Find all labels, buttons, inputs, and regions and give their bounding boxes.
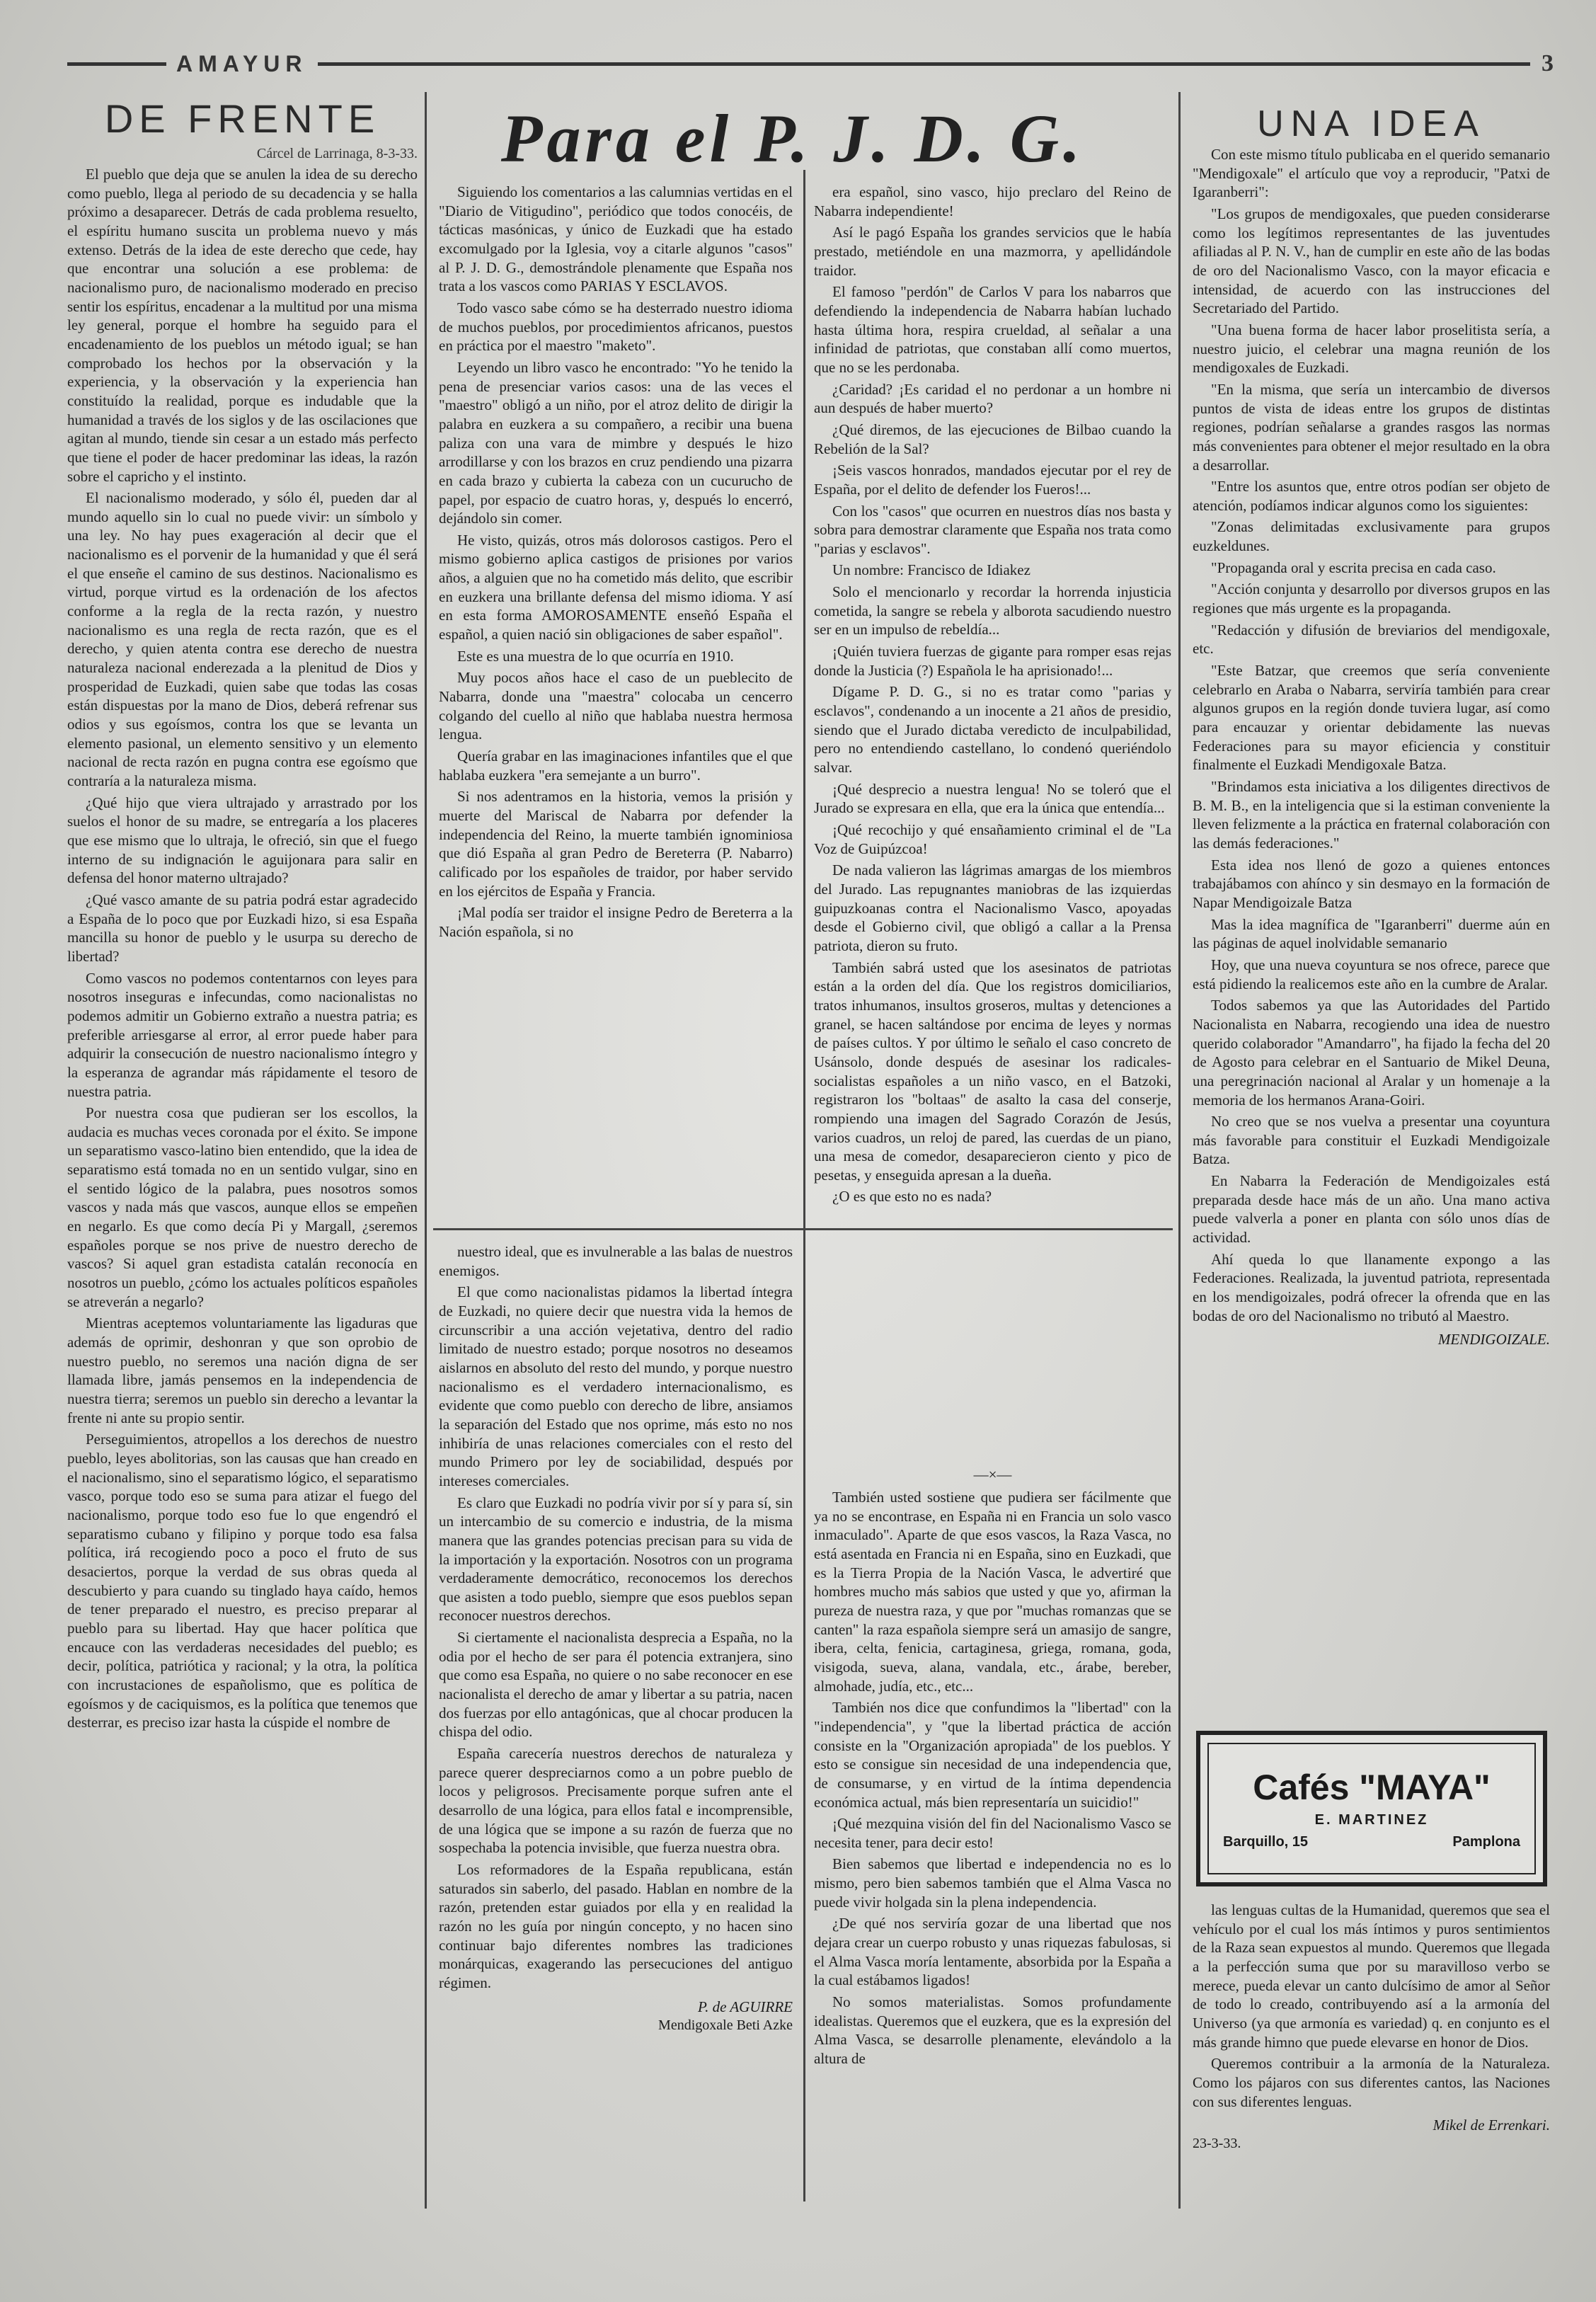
paragraph: Es claro que Euzkadi no podría vivir por sí y para sí, sin un intercambio de su comercio e industria, de la misma manera que las grandes potencias precisan para su vida de la importación y la exportación. Nosotros con un programa verdaderamente democrático, reconocemos los derechos que asisten a todo pueblo, siempre que esos pueblos sepan reconocer nuestros derechos. <box>439 1494 793 1625</box>
section-separator: —×— <box>973 1466 1012 1483</box>
paragraph: España carecería nuestros derechos de naturaleza y parece querer despreciarnos como a un pobre pueblo de locos y peligrosos. Precisamente porque sufren ante el desarrollo de una lógica, para ellos fatal e incomprensible, de una lógica que se impone a su razón de fuerza que no sospechaba la potencia invisible, que fuerza nuestra obra. <box>439 1745 793 1857</box>
paragraph: Queremos contribuir a la armonía de la Naturaleza. Como los pájaros con sus diferentes cantos, las Naciones con sus diferentes lenguas. <box>1193 2055 1550 2110</box>
paragraph: era español, sino vasco, hijo preclaro del Reino de Nabarra independiente! <box>814 183 1171 219</box>
paragraph: ¡Qué mezquina visión del fin del Nacionalismo Vasco se necesita tener, para decir esto! <box>814 1815 1171 1851</box>
author-signature: P. de AGUIRRE <box>698 1998 793 2015</box>
masthead-rule <box>318 62 1531 66</box>
paragraph: "Este Batzar, que creemos que sería conveniente celebrarlo en Araba o Nabarra, serviría también para crear algunos grupos en la región donde tuviera lugar, así como para encauzar y orientar debidamente las nuevas Federaciones para su mayor eficiencia y constituir finalmente el Euzkadi Mendigoxale Batza. <box>1193 662 1550 774</box>
paragraph: Perseguimientos, atropellos a los derechos de nuestro pueblo, leyes abolitorias, son las causas que han creado en el nacionalismo, sino el separatismo lógico, el separatismo vasco, porque todo eso se suma para atizar el fuego del nacionalismo, porque todo eso fue lo que engendró el separatismo cubano y filipino y porque todo esa falsa política, irá recogiendo poco a poco el fruto de sus desaciertos, porque la verdad de sus obras queda al descubierto y para cuando su tinglado haya caído, hemos de tener preparado el nuestro, es preciso preparar al pueblo para su libertad. Hay que hacer política que encauce con las verdaderas necesidades del pueblo; es decir, política, patriótica y racional; y la otra, la política con incrustaciones de españolismo, que es política de egoísmos y de caciquismos, es la política que tenemos que desterrar, es preciso izar hasta la cúspide el nombre de <box>67 1431 418 1731</box>
paragraph: Con este mismo título publicaba en el querido semanario "Mendigoxale" el artículo que voy a reproducir, "Patxi de Igaranberri": <box>1193 146 1550 201</box>
ad-address <box>1223 1834 1520 1850</box>
article-una-idea <box>1193 103 1550 1720</box>
article-date: 23-3-33. <box>1193 2136 1241 2152</box>
paragraph: ¡Quién tuviera fuerzas de gigante para romper esas rejas donde la Justicia (?) Española le ha aprisionado!... <box>814 643 1171 679</box>
paragraph: He visto, quizás, otros más dolorosos castigos. Pero el mismo gobierno aplica castigos de prisiones por varios años, a alguien que no ha cometido más delito, que escribir en euzkera una brillante defensa del mismo idioma. Y así en esta forma AMOROSAMENTE enseñó España el español, a quien nació sin obligaciones de saber español". <box>439 531 793 643</box>
paragraph: Todo vasco sabe cómo se ha desterrado nuestro idioma de muchos pueblos, por procedimientos africanos, puestos en práctica por el maestro "maketo". <box>439 299 793 355</box>
paragraph: "En la misma, que sería un intercambio de diversos puntos de vista de ideas entre los grupos de distintas regiones, podrían señalarse a grandes rasgos las normas más convenientes para obtener el mejor resultado en la obra a desarrollar. <box>1193 380 1550 474</box>
paragraph: También sabrá usted que los asesinatos de patriotas están a la orden del día. Que los registros domiciliarios, tratos inhumanos, insultos groseros, multas y detenciones a granel, se hacen saltándose por encima de leyes y normas de países cultos. Y por último le señalo el caso concreto de Usánsolo, donde después de asesinar los radicales-socialistas españoles a un niño vasco, en el Batzoki, registraron los "boltaas" de asalto la casa del conserje, rompiendo una imagen del Sagrado Corazón de Jesús, varios cuadros, un reloj de pared, las cuerdas de un piano, una mesa de comedor, desaparecieron ciento y pico de pesetas, y enseguida apresan a la dueña. <box>814 958 1171 1184</box>
paragraph: ¡Qué desprecio a nuestra lengua! No se toleró que el Jurado se expresara en ella, que era la única que entendía... <box>814 780 1171 817</box>
paragraph: El nacionalismo moderado, y sólo él, pueden dar al mundo aquello sin lo cual no puede vivir: un símbolo y una ley. No hay pues exageración al decir que el nacionalismo es el porvenir de la humanidad y que él será el que enseñe el camino de sus destinos. Nacionalismo es virtud, porque virtud es la ordenación de los afectos conforme a la regla de la recta razón, y nuestro nacionalismo es una regla de recta razón, que es el derecho, y quien atenta contra ese derecho de nuestra naturaleza nacional enderezada a la plenitud de Dios y prosperidad de Euzkadi, quien sabe que todas las cosas están dispuestas por la mano de Dios, deberá refrenar sus odios y sus egoísmos, contra los que se levanta un elemento pasional, un elemento sensitivo y un elemento nacional de recta razón en pugna contra ese egoísmo que contraría a la naturaleza misma. <box>67 489 418 789</box>
paragraph: El pueblo que deja que se anulen la idea de su derecho como pueblo, llega al periodo de su decadencia y se halla próximo a desaparecer. Detrás de cada problema resuelto, el espíritu humano suscita un problema nuevo y más extenso. Detrás de la idea de este derecho que cede, hay que encontrar una solución a ese problema: de nacionalismo puro, de nacionalismo moderado en preciso sentir los espíritus, encadenar a la multitud por una misma ley general, porque el hombre ha seguido para el encadenamiento de los pueblos un método igual; se han comprobado los hechos por la observación y la experiencia, y la observación y la experiencia han constituído la realidad, porque es indudable que la humanidad a través de los siglos y de las oscilaciones que agitan al mundo, tiende sin cesar a un estado más perfecto que tiene el poder de hacer predominar las ideas, la razón sobre el capricho y el instinto. <box>67 166 418 485</box>
paragraph: Mientras aceptemos voluntariamente las ligaduras que además de oprimir, deshonran y que son oprobio de nuestro pueblo, no seremos una nación digna de ser llamada libre, jamás pensemos en la independencia de nuestra tierra; seremos un pueblo sin derecho a levantar la frente ni ante su propio sentir. <box>67 1315 418 1426</box>
paragraph: Ahí queda lo que llanamente expongo a las Federaciones. Realizada, la juventud patriota, representada en los mendigoizales, podrá ofrecer la ofrenda que en las bodas de oro del Nacionalismo no tributó al Maestro. <box>1193 1250 1550 1324</box>
masthead <box>67 50 1554 78</box>
ad-owner: E. MARTINEZ <box>1314 1812 1429 1828</box>
horizontal-divider-center <box>433 1228 1173 1230</box>
paragraph: Mas la idea magnífica de "Igaranberri" duerme aún en las páginas de aquel inolvidable semanario <box>1193 915 1550 952</box>
column-divider-left <box>425 92 427 2209</box>
paragraph: No somos materialistas. Somos profundamente idealistas. Queremos que el euzkera, que es la expresión del Alma Vasca, se desarrolle plenamente, elevándolo a la altura de <box>814 1993 1171 2068</box>
paragraph: las lenguas cultas de la Humanidad, queremos que sea el vehículo por el cual los más íntimos y puros sentimientos de la Raza sean expuestos al mundo. Queremos que llegada a la perfección suma que por su maravilloso verbo se merece, pueda elevar un canto dulcísimo de amor al Señor de todo lo creado, contribuyendo así a la armonía del Universo (ya que armonía es variedad) q. en conjunto es el más grande himno que puede elevarse en honor de Dios. <box>1193 1901 1550 2051</box>
page-number: 3 <box>1542 50 1554 76</box>
paragraph: "Acción conjunta y desarrollo por diversos grupos en las regiones que más urgente es la propaganda. <box>1193 580 1550 617</box>
ad-city: Pamplona <box>1452 1834 1520 1850</box>
article-pjdg-col-a-top <box>439 183 793 1220</box>
paragraph: ¿Qué vasco amante de su patria podrá estar agradecido a España de lo poco que por Euzkadi hizo, si esa España mancilla su honor de pueblo y le usurpa su derecho de libertad? <box>67 891 418 965</box>
paragraph: Quería grabar en las imaginaciones infantiles que el que hablaba euzkera "era semejante a un burro". <box>439 748 793 784</box>
newspaper-name: AMAYUR <box>176 50 308 76</box>
paragraph: Un nombre: Francisco de Idiakez <box>832 561 1030 579</box>
ad-brand: Cafés "MAYA" <box>1253 1768 1491 1807</box>
paragraph: No creo que se nos vuelva a presentar una coyuntura más favorable para constituir el Euzkadi Mendigoizale Batza. <box>1193 1113 1550 1168</box>
paragraph: Como vascos no podemos contentarnos con leyes para nosotros inseguras e infecundas, como nacionalistas no podemos admitir un Gobierno extraño a nuestra patria; es preferible arriesgarse al error, al error puede haber para adquirir la consecución de nuestro nacionalismo íntegro y la esperanza de agrandar más rápidamente el tesoro de nuestra patria. <box>67 969 418 1100</box>
masthead-rule-left <box>67 62 166 66</box>
paragraph: ¿Qué hijo que viera ultrajado y arrastrado por los suelos el honor de su madre, se entregaría a los placeres que ese mismo que lo ultraja, le ofreció, sin que el fuego interno de su indignación le aguijonara para salir en defensa del honor materno ultrajado? <box>67 794 418 887</box>
paragraph: En Nabarra la Federación de Mendigoizales está preparada desde hace más de un año. Una mano activa puede valverla a poner en planta con sólo unos días de actividad. <box>1193 1172 1550 1247</box>
author-signature: Mikel de Errenkari. <box>1433 2117 1550 2134</box>
paragraph: Hoy, que una nueva coyuntura se nos ofrece, parece que está pidiendo la realicemos este año en la cumbre de Aralar. <box>1193 956 1550 992</box>
paragraph: Bien sabemos que libertad e independencia no es lo mismo, pero bien sabemos también que el Alma Vasca no puede vivir holgada sin la plena independencia. <box>814 1855 1171 1911</box>
paragraph: "Propaganda oral y escrita precisa en cada caso. <box>1211 559 1496 576</box>
paragraph: El que como nacionalistas pidamos la libertad íntegra de Euzkadi, no quiere decir que nuestra vida la hemos de circunscribir a una acción vejetativa, dentro del radio limitado de nuestro estado; porque nosotros no deseamos aislarnos en absoluto del resto del mundo, y porque nuestro nacionalismo es el verdadero internacionalismo, es evidente que como pueblo con derecho de libre, ansiamos la separación del Estado que nos oprime, más esto no nos inhibiría de unas relaciones comerciales con el resto del mundo Primero por ley de sociabilidad, después por intereses comerciales. <box>439 1283 793 1489</box>
paragraph: Este es una muestra de lo que ocurría en 1910. <box>457 647 734 665</box>
paragraph: Si nos adentramos en la historia, vemos la prisión y muerte del Mariscal de Nabarra por defender la independencia del Reino, la muerte también ignominiosa que dió España al gran Pedro de Bereterra (P. Nabarro) calificado por los españoles de traidor, por haber servido en los ejércitos de España y Francia. <box>439 788 793 900</box>
paragraph: El famoso "perdón" de Carlos V para los nabarros que defendiendo la independencia de Nabarra habían luchado hasta última hora, respira crueldad, al señalar a una infinidad de patriotas, que constaban allí como muertos, que no se les perdonaba. <box>814 283 1171 376</box>
paragraph: Así le pagó España los grandes servicios que le había prestado, metiéndole en una mazmorra, y apellidándole traidor. <box>814 224 1171 279</box>
paragraph: "Entre los asuntos que, entre otros podían ser objeto de atención, podíamos indicar algunos como los siguientes: <box>1193 478 1550 514</box>
ad-inner-frame <box>1207 1743 1536 1874</box>
paragraph: ¿De qué nos serviría gozar de una libertad que nos dejara crear un cuerpo robusto y unas riquezas fabulosas, si el Alma Vasca moría lentamente, absorbida por la España a la cual estábamos ligados! <box>814 1915 1171 1989</box>
column-divider-right <box>1178 92 1181 2209</box>
article-pjdg-col-a-bottom <box>439 1242 793 2216</box>
paragraph: ¿Caridad? ¡Es caridad el no perdonar a un hombre ni aun después de haber muerto? <box>814 380 1171 417</box>
paragraph: "Zonas delimitadas exclusivamente para grupos euzkeldunes. <box>1193 518 1550 555</box>
paragraph: "Una buena forma de hacer labor proselitista sería, a nuestro juicio, el celebrar una magna reunión de los mendigoxales de Euzkadi. <box>1193 321 1550 377</box>
paragraph: ¡Seis vascos honrados, mandados ejecutar por el rey de España, por el delito de defender los Fueros!... <box>814 462 1171 498</box>
article-de-frente <box>67 96 418 2294</box>
ad-street: Barquillo, 15 <box>1223 1834 1309 1850</box>
article-continuation <box>1193 1901 1550 2219</box>
paragraph: ¡Qué recochijo y qué ensañamiento criminal el de "La Voz de Guipúzcoa! <box>814 821 1171 857</box>
paragraph: Leyendo un libro vasco he encontrado: "Yo he tenido la pena de presenciar varios casos: una de las veces el "maestro" obligó a un niño, por el atroz delito de dirigir la palabra en euzkera a su compañero, a recibir una buena paliza con una vara de mimbre y después le hizo arrodillarse y con los brazos en cruz pendiendo una pizarra en cada brazo y cubierta la cabeza con un cucurucho de papel, por espacio de cuatro horas, y, después lo encerró, dejándolo sin comer. <box>439 358 793 527</box>
paragraph: Si ciertamente el nacionalista desprecia a España, no la odia por el hecho de ser para él potencia extranjera, sino que como esa España, no quiere o no sabe reconocer en ese nacionalista el derecho de amar y libertar a su patria, nacen dos fuerzas por ello antagónicas, que al chocar producen la chispa del odio. <box>439 1629 793 1741</box>
article-heading-pjdg: Para el P. J. D. G. <box>500 101 1085 176</box>
paragraph: "Brindamos esta iniciativa a los diligentes directivos de B. M. B., en la inteligencia que si la estiman conveniente la lleven felizmente a la práctica en fraternal colaboración con las demás federaciones." <box>1193 778 1550 852</box>
paragraph: También usted sostiene que pudiera ser fácilmente que ya no se encontrase, en España ni en Francia un solo vasco inmaculado". Aparte de que esos vascos, la Raza Vasca, no está asentada en Francia ni en España, sino en Euzkadi, que es la Tierra Propia de la Nación Vasca, le advertiré que hombres mucho más sabios que usted y que yo, afirman la pureza de nuestra raza, y que por "muchas romanzas que se canten" la raza española siempre será un amasijo de sangre, ibera, celta, fenicia, cartaginesa, griega, romana, goda, visigoda, sueva, alana, vandala, etc., árabe, bereber, almohade, judía, etc., etc... <box>814 1489 1171 1695</box>
cafes-maya-advertisement <box>1196 1731 1547 1886</box>
paragraph: "Los grupos de mendigoxales, que pueden considerarse como los legítimos representantes de las juventudes afiliadas al P. N. V., han de cumplir en este año de las bodas de oro del Nacionalismo Vasco, con la mayor eficacia e intensidad, de acuerdo con las instrucciones del Secretariado del Partido. <box>1193 205 1550 317</box>
author-affiliation: Mendigoxale Beti Azke <box>658 2017 793 2033</box>
paragraph: Con los "casos" que ocurren en nuestros días nos basta y sobra para demostrar claramente que España nos trata como "parias y esclavos". <box>814 502 1171 557</box>
column-divider-center-top <box>803 170 805 1225</box>
article-pjdg-col-b-top <box>814 183 1171 1220</box>
paragraph: Esta idea nos llenó de gozo a quienes entonces trabajábamos con ahínco y sin desmayo en la formación de Napar Mendigoizale Batza <box>1193 856 1550 911</box>
paragraph: Muy pocos años hace el caso de un pueblecito de Nabarra, donde una "maestra" colocaba un cencerro colgando del cuello al niño que hablaba nuestra hermosa lengua. <box>439 669 793 743</box>
paragraph: ¿O es que esto no es nada? <box>832 1188 992 1206</box>
paragraph: "Redacción y difusión de breviarios del mendigoxale, etc. <box>1193 621 1550 658</box>
author-signature: MENDIGOIZALE. <box>1437 1331 1550 1348</box>
paragraph: ¿Qué diremos, de las ejecuciones de Bilbao cuando la Rebelión de la Sal? <box>814 420 1171 457</box>
paragraph: Solo el mencionarlo y recordar la horrenda injusticia cometida, la sangre se rebela y alborota sacudiendo nuestro ser en un impulso de rebeldía... <box>814 583 1171 639</box>
paragraph: nuestro ideal, que es invulnerable a las balas de nuestros enemigos. <box>439 1243 793 1279</box>
article-dateline: Cárcel de Larrinaga, 8-3-33. <box>256 146 418 161</box>
paragraph: También nos dice que confundimos la "libertad" con la "independencia", y "que la libertad práctica de acción consiste en la "Organización apropiada" de los pueblos. Y esto se consigue sin necesidad de una independencia que, de consumarse, y en virtud de la íntima dependencia económica actual, más bien representaría un suicidio!" <box>814 1699 1171 1811</box>
paragraph: ¡Mal podía ser traidor el insigne Pedro de Bereterra a la Nación española, si no <box>439 904 793 940</box>
paragraph: Dígame P. D. G., si no es tratar como "parias y esclavos", condenando a un inocente a 21 años de presidio, siendo que el Jurado dictaba veredicto de inculpabilidad, pero no entendiendo castellano, lo condenó queriéndolo salvar. <box>814 683 1171 777</box>
paragraph: De nada valieron las lágrimas amargas de los miembros del Jurado. Las repugnantes maniobras de las izquierdas guipuzkoanas contra el Nacionalismo Vasco, apoyadas desde el Gobierno civil, que obligó a callar a la Prensa patriota, dieron su fruto. <box>814 861 1171 954</box>
article-heading: DE FRENTE <box>104 96 381 141</box>
paragraph: Todos sabemos ya que las Autoridades del Partido Nacionalista en Nabarra, recogiendo una idea de nuestro querido colaborador "Amandarro", ha fijado la fecha del 20 de Agosto para celebrar en el Santuario de Mikel Deuna, una peregrinación nacional al Aralar y un homenaje a la memoria de los hermanos Arana-Goiri. <box>1193 997 1550 1109</box>
article-heading: UNA IDEA <box>1257 103 1486 144</box>
paragraph: Por nuestra cosa que pudieran ser los escollos, la audacia es muchas veces coronada por el éxito. Se impone un separatismo vasco-latino bien entendido, que la idea de separatismo está tomada no en un sentido vulgar, sino en el sentido lógico de la palabra, pues nosotros somos vascos y nada más que vascos, aunque ellos se empeñen en negarlo. Es que como decía Pi y Margall, ¿seremos españoles porque se nos prive de nuestro derecho de vascos? Si aquel gran estadista catalán reconocía en nosotros un pueblo, ¿cómo los actuales políticos españoles se atreverán a negarlo? <box>67 1104 418 1310</box>
paragraph: Siguiendo los comentarios a las calumnias vertidas en el "Diario de Vitigudino", periódico que todos conocéis, de tácticas masónicas, y único de Euzkadi que ha estado excomulgado por la Iglesia, voy a citarle algunos "casos" al P. J. D. G., demostrándole plenamente que España nos trata a los vascos como PARIAS Y ESCLAVOS. <box>439 183 793 295</box>
article-pjdg-col-b-bottom <box>814 1462 1171 2216</box>
paragraph: Los reformadores de la España republicana, están saturados sin saberlo, del pasado. Hablan en nombre de la razón, pretenden estar guiados por ella y en realidad la razón no les guía por ningún concepto, y no hacen sino continuar bajo diferentes nombres las tradiciones monárquicas, exagerando las persecuciones del antiguo régimen. <box>439 1861 793 1991</box>
column-divider-center <box>803 1203 805 2201</box>
